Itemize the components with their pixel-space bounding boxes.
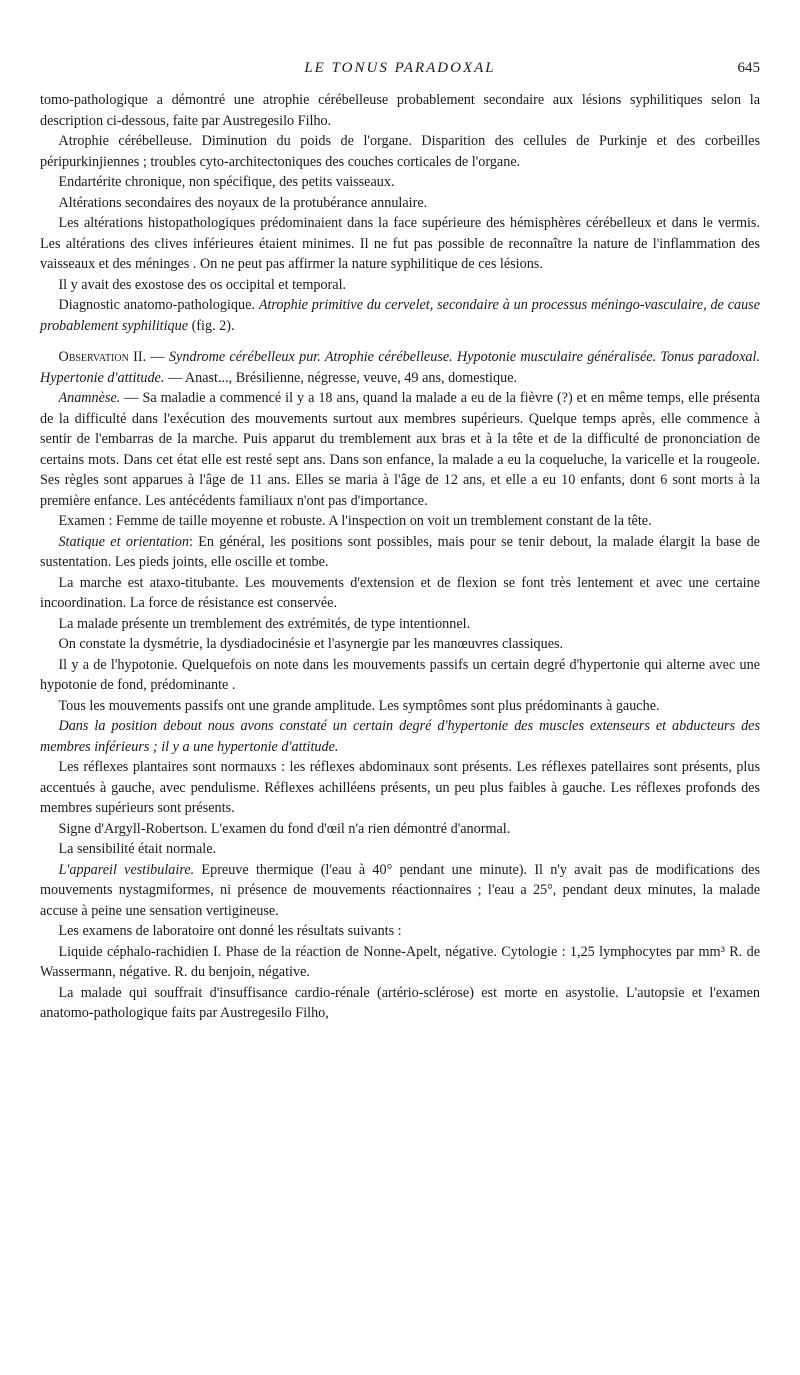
paragraph <box>40 90 760 131</box>
paragraph-text: La malade qui souffrait d'insuffisance cardio-rénale (artério-sclérose) est morte en asystolie. L'autopsie et l'examen anatomo-pathologique faits par Austregesilo Filho, <box>40 984 760 1021</box>
observation-title: Syndrome cérébelleux pur. Atrophie cérébelleuse. Hypotonie musculaire généralisée. Tonus paradoxal. Hypertonie d'attitude. <box>40 349 760 386</box>
paragraph-italic: Anamnèse. <box>58 390 121 406</box>
paragraph <box>40 511 760 532</box>
paragraph-text: Il y avait des exostose des os occipital et temporal. <box>58 276 347 293</box>
paragraph <box>40 213 760 275</box>
paragraph <box>40 716 760 757</box>
paragraph-tail: — Anast..., Brésilienne, négresse, veuve, 49 ans, domestique. <box>164 369 518 386</box>
paragraph <box>40 942 760 983</box>
observation-heading-paragraph <box>40 347 760 388</box>
paragraph <box>40 295 760 336</box>
observation-label: Observation II. — <box>58 349 169 365</box>
paragraph <box>40 921 760 942</box>
paragraph-text: Liquide céphalo-rachidien I. Phase de la réaction de Nonne-Apelt, négative. Cytologie : 1,25 lymphocytes par mm³ R. de Wassermann, négative. R. du benjoin, négative. <box>40 943 760 980</box>
paragraph-tail: (fig. 2). <box>188 317 235 334</box>
paragraph-tail: : En général, les positions sont possibles, mais pour se tenir debout, la malade élargit la base de sustentation. Les pieds joints, elle oscille et tombe. <box>40 533 760 570</box>
paragraph-text: Il y a de l'hypotonie. Quelquefois on note dans les mouvements passifs un certain degré d'hypertonie qui alterne avec une hypotonie de fond, prédominante . <box>40 656 760 693</box>
paragraph-italic: Atrophie primitive du cervelet, secondaire à un processus méningo-vasculaire, de cause probablement syphilitique <box>40 297 761 334</box>
paragraph-italic: L'appareil vestibulaire. <box>58 861 195 878</box>
paragraph <box>40 388 760 511</box>
paragraph <box>40 983 760 1024</box>
paragraph <box>40 193 760 214</box>
paragraph-text: La malade présente un tremblement des extrémités, de type intentionnel. <box>58 615 471 632</box>
paragraph-text: Les altérations histopathologiques prédominaient dans la face supérieure des hémisphères cérébelleux et dans le vermis. Les altérations des clives inférieures étaient minimes. Il ne fut pas possible de reconnaître la nature de l'inflammation des vaisseaux et des méninges . On ne peut pas affirmer la nature syphilitique de ces lésions. <box>40 215 760 272</box>
paragraph <box>40 839 760 860</box>
paragraph-text: Endartérite chronique, non spécifique, des petits vaisseaux. <box>58 174 395 190</box>
paragraph <box>40 172 760 193</box>
paragraph-text: Examen : Femme de taille moyenne et robuste. A l'inspection on voit un tremblement constant de la tête. <box>58 513 652 529</box>
paragraph <box>40 614 760 635</box>
paragraph-text: La sensibilité était normale. <box>58 841 217 857</box>
page-header <box>40 60 760 84</box>
paragraph-tail: — Sa maladie a commencé il y a 18 ans, quand la malade a eu de la fièvre (?) et en même temps, elle présenta de la difficulté dans l'exécution des mouvements surtout aux membres supérieurs. Quelque temps après, elle commence à sentir de l'embarras de la marche. Puis apparut du tremblement aux bras et à la tête et de la difficulté de prononciation de certains mots. Dans cet état elle est resté sept ans. Dans son enfance, la malade a eu la coqueluche, la varicelle et la rougeole. Ses règles sont apparues à l'âge de 11 ans. Elles se maria à l'âge de 12 ans, et elle a eu 10 enfants, dont 6 sont morts à la première enfance. Les antécédents familiaux n'ont pas d'importance. <box>40 390 760 509</box>
paragraph-text: Diagnostic anatomo-pathologique. <box>58 297 255 313</box>
paragraph <box>40 655 760 696</box>
paragraph <box>40 757 760 819</box>
paragraph <box>40 131 760 172</box>
paragraph-italic: Statique et orientation <box>58 533 189 550</box>
paragraph-tail: Epreuve thermique (l'eau à 40° pendant une minute). Il n'y avait pas de modifications des mouvements nystagmiformes, ni présence de mouvements réactionnaires ; l'eau a 25°, pendant deux minutes, la malade accuse à peine une sensation vertigineuse. <box>40 861 761 919</box>
page-number: 645 <box>737 60 760 76</box>
paragraph <box>40 819 760 840</box>
paragraph <box>40 696 760 717</box>
running-title: LE TONUS PARADOXAL <box>304 60 496 76</box>
paragraph <box>40 532 760 573</box>
paragraph-text: Signe d'Argyll-Robertson. L'examen du fond d'œil n'a rien démontré d'anormal. <box>58 820 511 837</box>
paragraph <box>40 573 760 614</box>
paragraph <box>40 634 760 655</box>
paragraph-italic: Dans la position debout nous avons constaté un certain degré d'hypertonie des muscles extenseurs et abducteurs des membres inférieurs ; il y a une hypertonie d'attitude. <box>40 718 760 755</box>
paragraph <box>40 275 760 296</box>
paragraph <box>40 860 760 922</box>
paragraph-text: Atrophie cérébelleuse. Diminution du poids de l'organe. Disparition des cellules de Purkinje et des corbeilles péripurkinjiennes ; troubles cyto-architectoniques des couches corticales de l'organe. <box>40 133 760 170</box>
paragraph-text: Les examens de laboratoire ont donné les résultats suivants : <box>58 923 402 939</box>
body-text <box>40 90 760 1024</box>
paragraph-text: tomo-pathologique a démontré une atrophie cérébelleuse probablement secondaire aux lésions syphilitiques selon la description ci-dessous, faite par Austregesilo Filho. <box>40 92 760 129</box>
paragraph-text: Les réflexes plantaires sont normauxs : les réflexes abdominaux sont présents. Les réflexes patellaires sont présents, plus accentués à gauche, avec pendulisme. Réflexes achilléens présents, un peu plus faibles à gauche. Les réflexes profonds des membres supérieurs sont présents. <box>40 759 760 816</box>
paragraph-text: La marche est ataxo-titubante. Les mouvements d'extension et de flexion se font très lentement et avec une certaine incoordination. La force de résistance est conservée. <box>40 574 760 611</box>
paragraph-text: Altérations secondaires des noyaux de la protubérance annulaire. <box>58 194 428 211</box>
paragraph-text: Tous les mouvements passifs ont une grande amplitude. Les symptômes sont plus prédominants à gauche. <box>58 697 660 714</box>
paragraph-text: On constate la dysmétrie, la dysdiadocinésie et l'asynergie par les manœuvres classiques. <box>58 636 564 652</box>
